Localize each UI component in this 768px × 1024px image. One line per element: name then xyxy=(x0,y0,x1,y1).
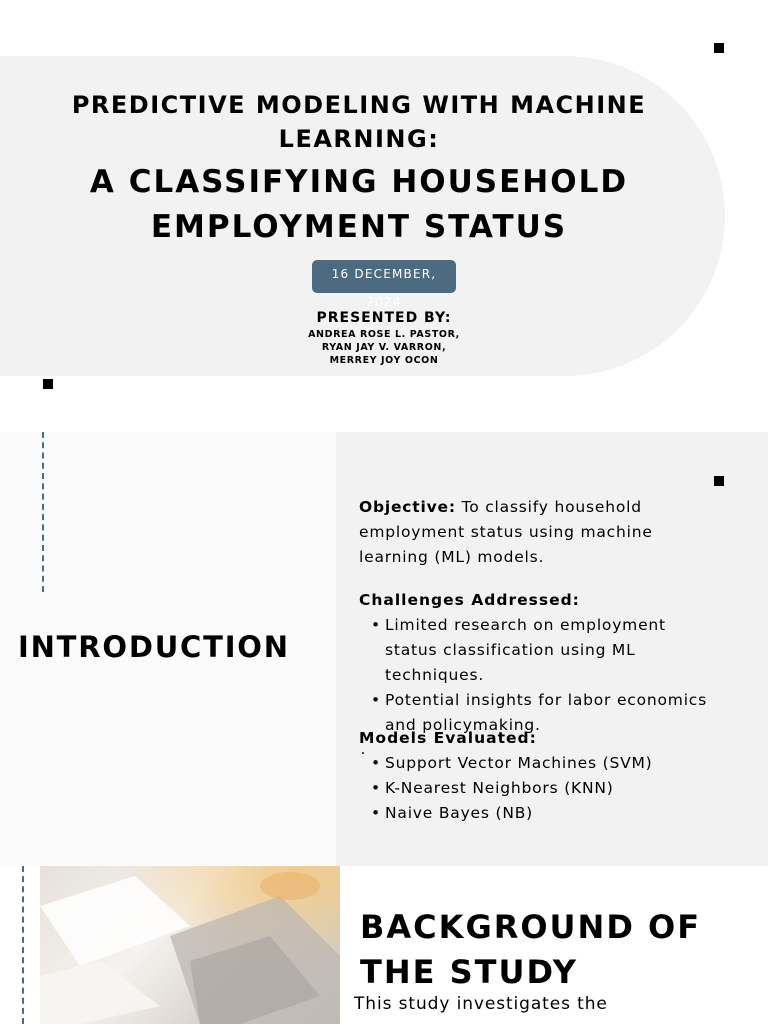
title-subheading xyxy=(30,88,688,156)
title-line: EMPLOYMENT STATUS xyxy=(150,209,568,245)
intro-heading: INTRODUCTION xyxy=(18,630,290,664)
decor-square xyxy=(714,43,724,53)
laptop-photo-graphic xyxy=(40,866,340,1024)
page-title xyxy=(30,160,688,250)
models-section xyxy=(359,726,709,826)
dashed-divider xyxy=(22,866,24,1024)
heading-line: THE STUDY xyxy=(360,953,578,991)
objective-paragraph xyxy=(359,495,709,570)
objective-label: Objective: xyxy=(359,498,456,516)
background-heading xyxy=(360,905,760,995)
list-item: • Naive Bayes (NB) xyxy=(371,801,709,826)
presenter-name: RYAN JAY V. VARRON, xyxy=(321,342,447,353)
presenter-list xyxy=(284,328,484,367)
presenter-name: ANDREA ROSE L. PASTOR, xyxy=(308,329,460,340)
list-item: • Support Vector Machines (SVM) xyxy=(371,751,709,776)
presented-by-label: PRESENTED BY: xyxy=(316,310,452,326)
background-body: This study investigates the xyxy=(354,994,608,1014)
heading-line: BACKGROUND OF xyxy=(360,908,702,946)
title-line: LEARNING: xyxy=(278,125,440,153)
laptop-photo xyxy=(40,866,340,1024)
models-label: Models Evaluated: xyxy=(359,729,537,747)
list-item: • Limited research on employment status classification using ML techniques. xyxy=(371,613,709,688)
challenges-label: Challenges Addressed: xyxy=(359,591,580,609)
intro-content xyxy=(359,495,709,738)
date-badge: 16 DECEMBER, 2024 xyxy=(312,260,456,293)
presenter-name: MERREY JOY OCON xyxy=(329,355,439,366)
decor-square xyxy=(43,379,53,389)
models-list xyxy=(359,751,709,826)
challenges-list xyxy=(359,613,709,738)
list-item: • K-Nearest Neighbors (KNN) xyxy=(371,776,709,801)
list-item: • Potential insights for labor economics and policymaking. xyxy=(371,688,709,738)
objective-text: To classify household employment status using machine learning (ML) models. xyxy=(359,498,653,566)
title-line: PREDICTIVE MODELING WITH MACHINE xyxy=(71,91,647,119)
title-line: A CLASSIFYING HOUSEHOLD xyxy=(89,164,629,200)
dashed-divider xyxy=(42,432,44,592)
decor-square xyxy=(714,476,724,486)
